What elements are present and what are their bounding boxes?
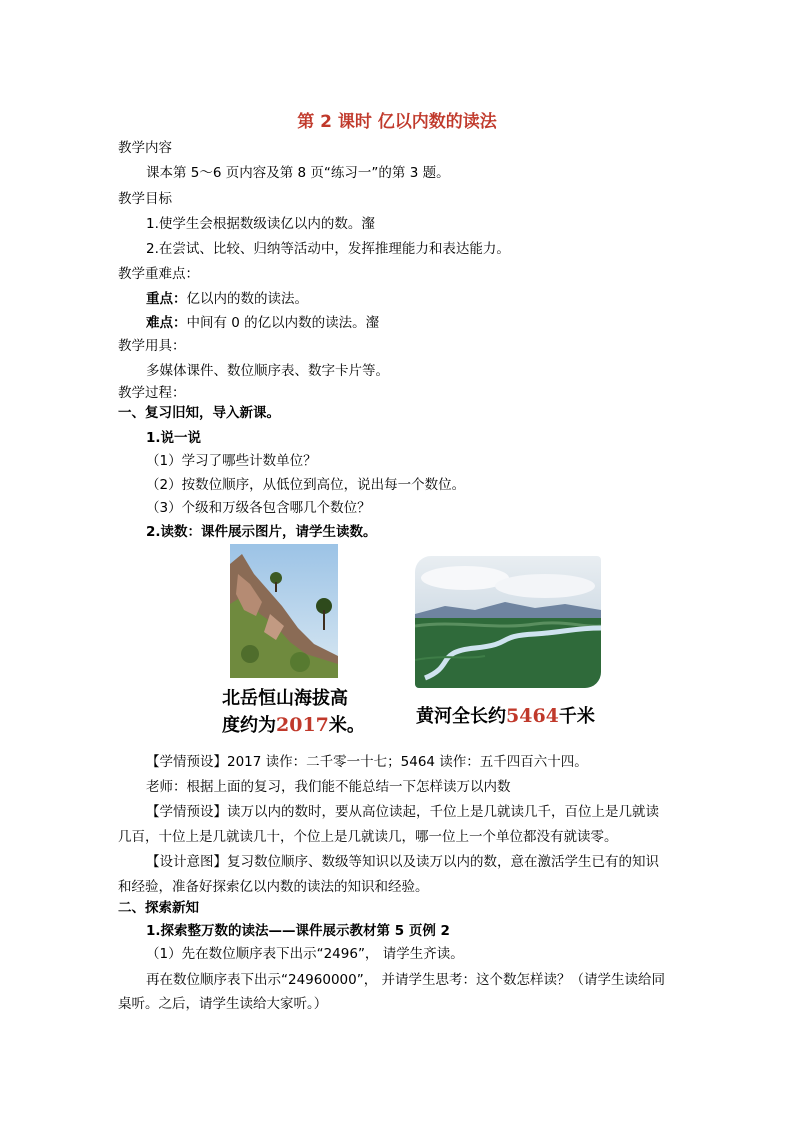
- part1-step2: 2.读数：课件展示图片，请学生读数。: [146, 524, 377, 540]
- difficulty-line: [146, 313, 726, 333]
- teacher-question: 老师：根据上面的复习，我们能不能总结一下怎样读万以内数: [146, 779, 511, 795]
- goal-item-1: 1.使学生会根据数级读亿以内的数。瀣: [146, 216, 375, 232]
- part2-step1: 1.探索整万数的读法——课件展示教材第 5 页例 2: [146, 923, 450, 939]
- key-point-text: 亿以内的数的读法。: [186, 291, 308, 307]
- river-photo: [415, 556, 601, 688]
- content-text: 课本第 5～6 页内容及第 8 页“练习一”的第 3 题。: [146, 165, 450, 181]
- mountain-height-value: 2017: [276, 714, 329, 736]
- preset-answer-1: 【学情预设】2017 读作：二千零一十七；5464 读作：五千四百六十四。: [146, 754, 588, 770]
- preset-answer-2-line2: 几百，十位上是几就读几十，个位上是几就读几，哪一位上一个单位都没有就读零。: [118, 829, 618, 845]
- key-point-label: 重点：: [146, 291, 187, 307]
- part2-heading: 二、探索新知: [118, 900, 199, 916]
- section-heading-goals: 教学目标: [118, 191, 172, 207]
- river-caption: [416, 703, 595, 730]
- river-caption-prefix: 黄河全长约: [416, 706, 506, 727]
- preset-answer-2-line1: 【学情预设】读万以内的数时，要从高位读起，千位上是几就读几千，百位上是几就读: [146, 804, 659, 820]
- difficulty-label: 难点：: [146, 315, 187, 331]
- goal-item-2: 2.在尝试、比较、归纳等活动中，发挥推理能力和表达能力。: [146, 241, 510, 257]
- difficulty-text: 中间有 0 的亿以内数的读法。瀣: [186, 315, 380, 331]
- part1-question-2: （2）按数位顺序，从低位到高位，说出每一个数位。: [146, 477, 466, 493]
- river-caption-suffix: 千米: [558, 706, 595, 727]
- section-heading-key-points: 教学重难点：: [118, 266, 199, 282]
- design-intent-line1: 【设计意图】复习数位顺序、数级等知识以及读万以内的数，意在激活学生已有的知识: [146, 854, 659, 870]
- design-intent-line2: 和经验，准备好探索亿以内数的读法的知识和经验。: [118, 879, 429, 895]
- mountain-caption-line2: [222, 712, 365, 739]
- part2-paragraph-line1: 再在数位顺序表下出示“24960000”， 并请学生思考：这个数怎样读？（请学生读给同: [146, 972, 665, 988]
- part1-question-1: （1）学习了哪些计数单位？: [146, 453, 317, 469]
- key-point-line: [146, 289, 726, 309]
- page-title: 第 2 课时 亿以内数的读法: [297, 112, 497, 132]
- mountain-photo: [230, 544, 338, 678]
- section-heading-content: 教学内容: [118, 140, 172, 156]
- part2-paragraph-line2: 桌听。之后，请学生读给大家听。）: [118, 996, 328, 1012]
- river-length-value: 5464: [506, 705, 559, 727]
- tools-text: 多媒体课件、数位顺序表、数字卡片等。: [146, 363, 389, 379]
- section-heading-tools: 教学用具：: [118, 338, 186, 354]
- section-heading-process: 教学过程：: [118, 385, 186, 401]
- mountain-caption-line1: 北岳恒山海拔高: [222, 688, 348, 709]
- part2-question-1: （1）先在数位顺序表下出示“2496”， 请学生齐读。: [146, 946, 464, 962]
- mountain-caption-suffix: 米。: [328, 715, 365, 736]
- mountain-caption: [222, 686, 365, 739]
- part1-step1: 1.说一说: [146, 430, 202, 446]
- mountain-caption-prefix: 度约为: [222, 715, 276, 736]
- part1-question-3: （3）个级和万级各包含哪几个数位？: [146, 500, 371, 516]
- part1-heading: 一、复习旧知，导入新课。: [118, 405, 280, 421]
